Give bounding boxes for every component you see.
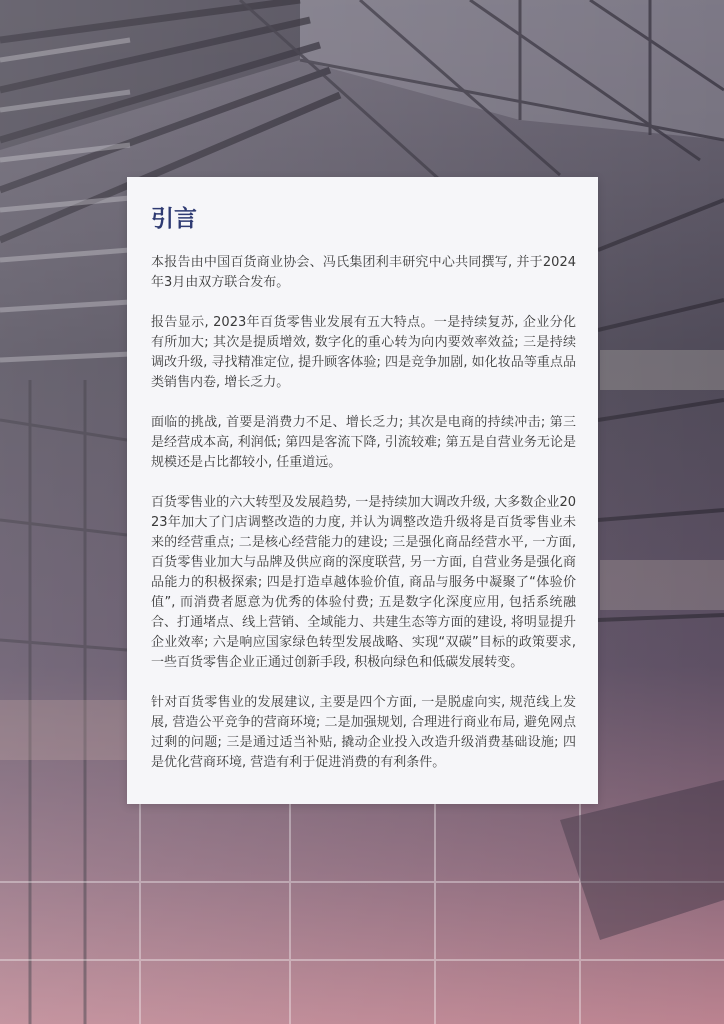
intro-paragraph-5: 针对百货零售业的发展建议, 主要是四个方面, 一是脱虚向实, 规范线上发展, 营造公平竞争的营商环境; 二是加强规划, 合理进行商业布局, 避免网点过剩的问题; 三是通过适当补贴, 撬动企业投入改造升级消费基础设施; 四是优化营商环境, 营造有利于促进消费的有利条件。 (151, 695, 576, 770)
intro-paragraph-2: 报告显示, 2023年百货零售业发展有五大特点。一是持续复苏, 企业分化有所加大; 其次是提质增效, 数字化的重心转为向内要效率效益; 三是持续调改升级, 寻找精准定位, 提升顾客体验; 四是竞争加剧, 如化妆品等重点品类销售内卷, 增长乏力。 (151, 315, 576, 390)
page-title: 引言 (151, 206, 197, 232)
intro-paragraph-4: 百货零售业的六大转型及发展趋势, 一是持续加大调改升级, 大多数企业2023年加大了门店调整改造的力度, 并认为调整改造升级将是百货零售业未来的经营重点; 二是核心经营能力的建设; 三是强化商品经营水平, 一方面, 百货零售业加大与品牌及供应商的深度联营, 另一方面, 自营业务是强化商品能力的积极探索; 四是打造卓越体验价值, 商品与服务中凝聚了“体验价值”, 而消费者愿意为优秀的体验付费; 五是数字化深度应用, 包括系统融合、打通堵点、线上营销、全域能力、共建生态等方面的建设, 将明显提升企业效率; 六是响应国家绿色转型发展战略、实现“双碳”目标的政策要求, 一些百货零售企业正通过创新手段, 积极向绿色和低碳发展转变。 (151, 495, 576, 670)
intro-paragraph-1: 本报告由中国百货商业协会、冯氏集团利丰研究中心共同撰写, 并于2024年3月由双方联合发布。 (151, 255, 576, 290)
intro-paragraph-3: 面临的挑战, 首要是消费力不足、增长乏力; 其次是电商的持续冲击; 第三是经营成本高, 利润低; 第四是客流下降, 引流较难; 第五是自营业务无论是规模还是占比都较小, 任重道远。 (151, 415, 576, 470)
intro-card (127, 177, 598, 804)
